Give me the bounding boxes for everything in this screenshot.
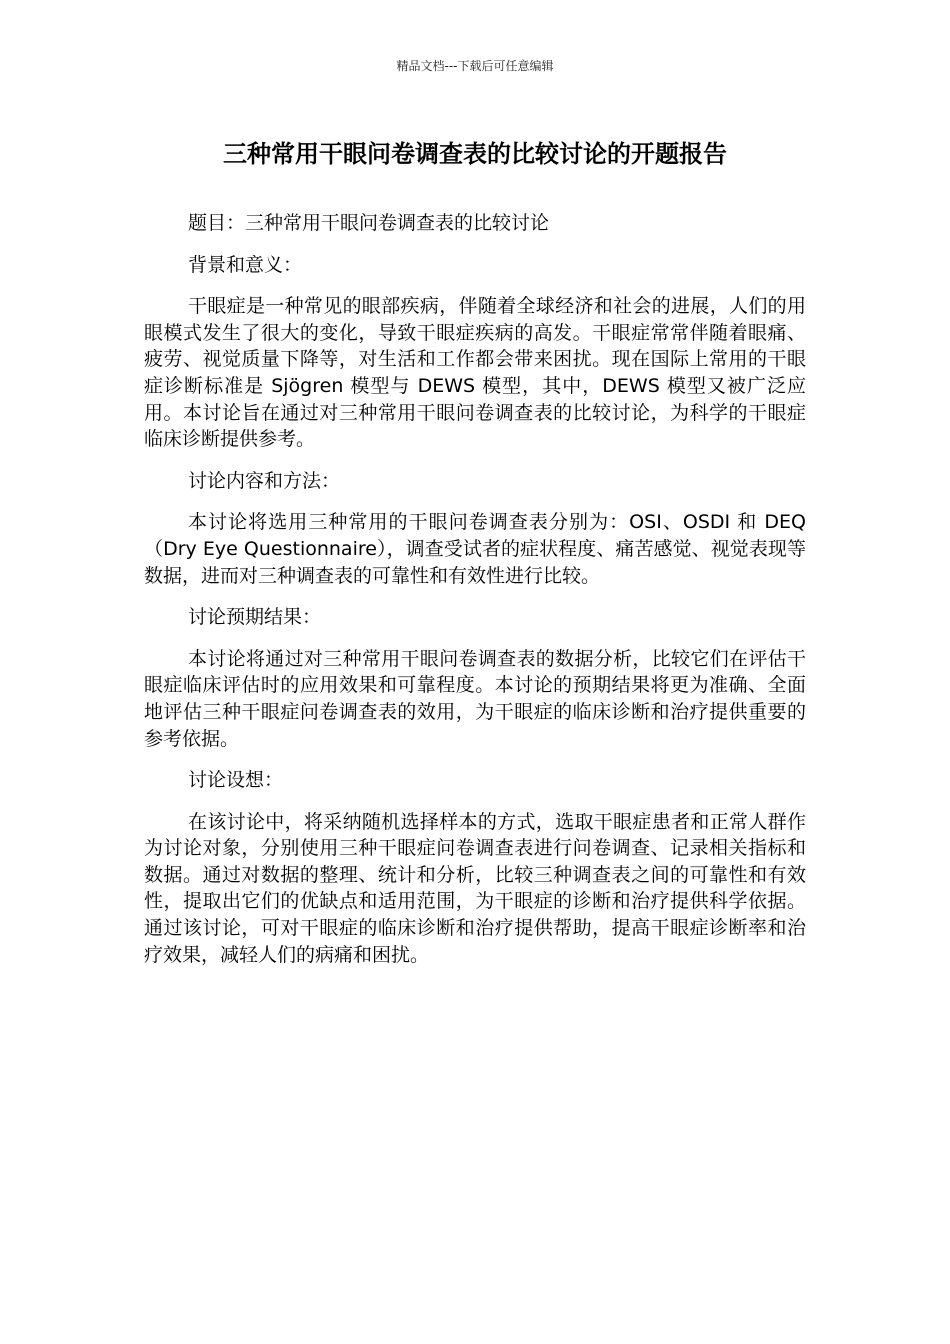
content-methods-paragraph: 本讨论将选用三种常用的干眼问卷调查表分别为：OSI、OSDI 和 DEQ（Dry Eye Questionnaire），调查受试者的症状程度、痛苦感觉、视觉表现等数据，进而对三种调查表的可靠性和有效性进行比较。 (144, 511, 806, 587)
topic-line: 题目：三种常用干眼问卷调查表的比较讨论 (188, 212, 550, 234)
document-title: 三种常用干眼问卷调查表的比较讨论的开题报告 (223, 140, 727, 168)
section-heading-background: 背景和意义： (188, 253, 303, 276)
plan-paragraph: 在该讨论中，将采纳随机选择样本的方式，选取干眼症患者和正常人群作为讨论对象，分别使用三种干眼症问卷调查表进行问卷调查、记录相关指标和数据。通过对数据的整理、统计和分析，比较三种调查表之间的可靠性和有效性，提取出它们的优缺点和适用范围，为干眼症的诊断和治疗提供科学依据。通过该讨论，可对干眼症的临床诊断和治疗提供帮助，提高干眼症诊断率和治疗效果，减轻人们的病痛和困扰。 (144, 810, 806, 966)
page-header: 精品文档---下载后可任意编辑 (396, 59, 554, 73)
section-heading-plan: 讨论设想： (188, 769, 284, 792)
background-paragraph: 干眼症是一种常见的眼部疾病，伴随着全球经济和社会的进展，人们的用眼模式发生了很大的变化，导致干眼症疾病的高发。干眼症常常伴随着眼痛、疲劳、视觉质量下降等，对生活和工作都会带来困扰。现在国际上常用的干眼症诊断标准是 Sjögren 模型与 DEWS 模型，其中，DEWS 模型又被广泛应用。本讨论旨在通过对三种常用干眼问卷调查表的比较讨论，为科学的干眼症临床诊断提供参考。 (144, 295, 806, 451)
section-heading-content-methods: 讨论内容和方法： (188, 469, 341, 492)
section-heading-expected-results: 讨论预期结果： (188, 606, 322, 629)
expected-results-paragraph: 本讨论将通过对三种常用干眼问卷调查表的数据分析，比较它们在评估干眼症临床评估时的应用效果和可靠程度。本讨论的预期结果将更为准确、全面地评估三种干眼症问卷调查表的效用，为干眼症的临床诊断和治疗提供重要的参考依据。 (144, 647, 806, 750)
document-body (144, 210, 806, 983)
